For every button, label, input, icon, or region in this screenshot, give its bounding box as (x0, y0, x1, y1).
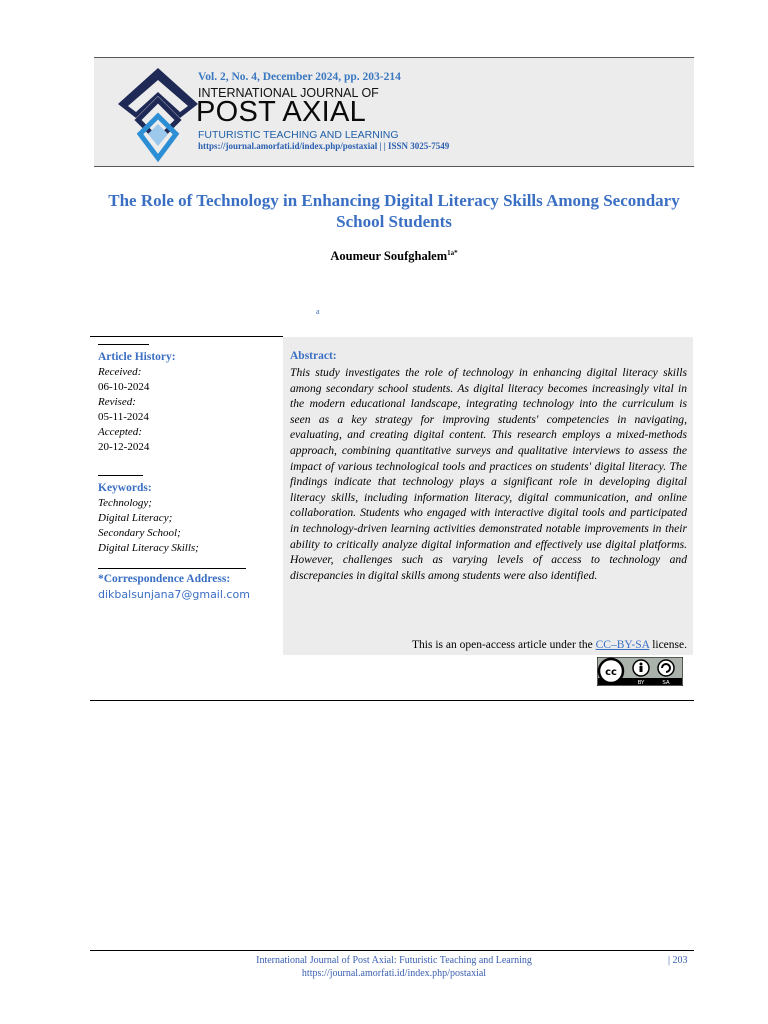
short-rule (98, 475, 143, 476)
journal-name-main: POST AXIAL (196, 96, 367, 128)
revised-label: Revised: (98, 396, 136, 408)
correspondence-heading: *Correspondence Address: (98, 573, 231, 585)
received-date: 06-10-2024 (98, 381, 150, 393)
badge-sa-label: SA (662, 680, 670, 686)
page-number: | 203 (668, 955, 688, 966)
accepted-label: Accepted: (98, 426, 142, 438)
journal-logo-icon (114, 66, 202, 162)
footer-journal-name: International Journal of Post Axial: Futuristic Teaching and Learning (256, 955, 532, 966)
license-link[interactable]: CC–BY-SA (595, 639, 650, 651)
revised-date: 05-11-2024 (98, 411, 149, 423)
license-statement: This is an open-access article under the CC–BY-SA license. (412, 639, 687, 651)
bottom-divider (90, 700, 694, 701)
abstract-heading: Abstract: (290, 350, 337, 362)
keyword-item: Technology; (98, 497, 152, 509)
abstract-text: This study investigates the role of technology in enhancing digital literacy skills among secondary school students. As digital literacy becomes increasingly vital in the modern educational landscape, integrating technology into the curriculum is seen as a key strategy for improving students' competencies in navigating, evaluating, and creating digital content. This research employs a mixed-methods approach, combining quantitative surveys and qualitative interviews to assess the impact of various technological tools and practices on students' digital literacy. The findings indicate that technology plays a significant role in developing digital literacy skills, including information literacy, digital communication, and online collaboration. Students who engaged with interactive digital tools and participated in technology-driven learning activities demonstrated notable improvements in their ability to critically analyze digital information and effectively use digital platforms. However, challenges such as varying levels of access to technology and discrepancies in digital skills among students were also identified. (290, 366, 687, 582)
keyword-item: Digital Literacy; (98, 512, 173, 524)
top-divider-left (90, 336, 283, 337)
keywords-heading: Keywords: (98, 482, 152, 494)
short-rule (98, 568, 246, 569)
history-heading: Article History: (98, 351, 176, 363)
correspondence-email[interactable]: dikbalsunjana7@gmail.com (98, 588, 250, 601)
article-title: The Role of Technology in Enhancing Digital Literacy Skills Among Secondary School Students (108, 191, 680, 231)
badge-by-label: BY (637, 680, 645, 686)
svg-text:cc: cc (605, 667, 617, 678)
keyword-item: Secondary School; (98, 527, 181, 539)
received-label: Received: (98, 366, 142, 378)
journal-url[interactable]: https://journal.amorfati.id/index.php/postaxial | | ISSN 3025-7549 (198, 141, 450, 151)
keyword-item: Digital Literacy Skills; (98, 542, 199, 554)
accepted-date: 20-12-2024 (98, 441, 150, 453)
article-info-sidebar (98, 350, 278, 602)
affiliation-marker: a (316, 307, 320, 316)
author-line (96, 249, 692, 264)
author-name: Aoumeur Soufghalem (330, 249, 448, 264)
author-superscript: 1a* (447, 249, 458, 257)
cc-by-sa-badge-icon[interactable] (597, 657, 683, 686)
volume-info: Vol. 2, No. 4, December 2024, pp. 203-214 (198, 71, 401, 83)
short-rule (98, 344, 149, 345)
footer-journal-url[interactable]: https://journal.amorfati.id/index.php/postaxial (301, 968, 487, 979)
footer-divider (90, 950, 694, 951)
journal-header (94, 57, 694, 167)
journal-subtitle: FUTURISTIC TEACHING AND LEARNING (198, 129, 399, 141)
journal-name-top: INTERNATIONAL JOURNAL OF (198, 86, 379, 100)
